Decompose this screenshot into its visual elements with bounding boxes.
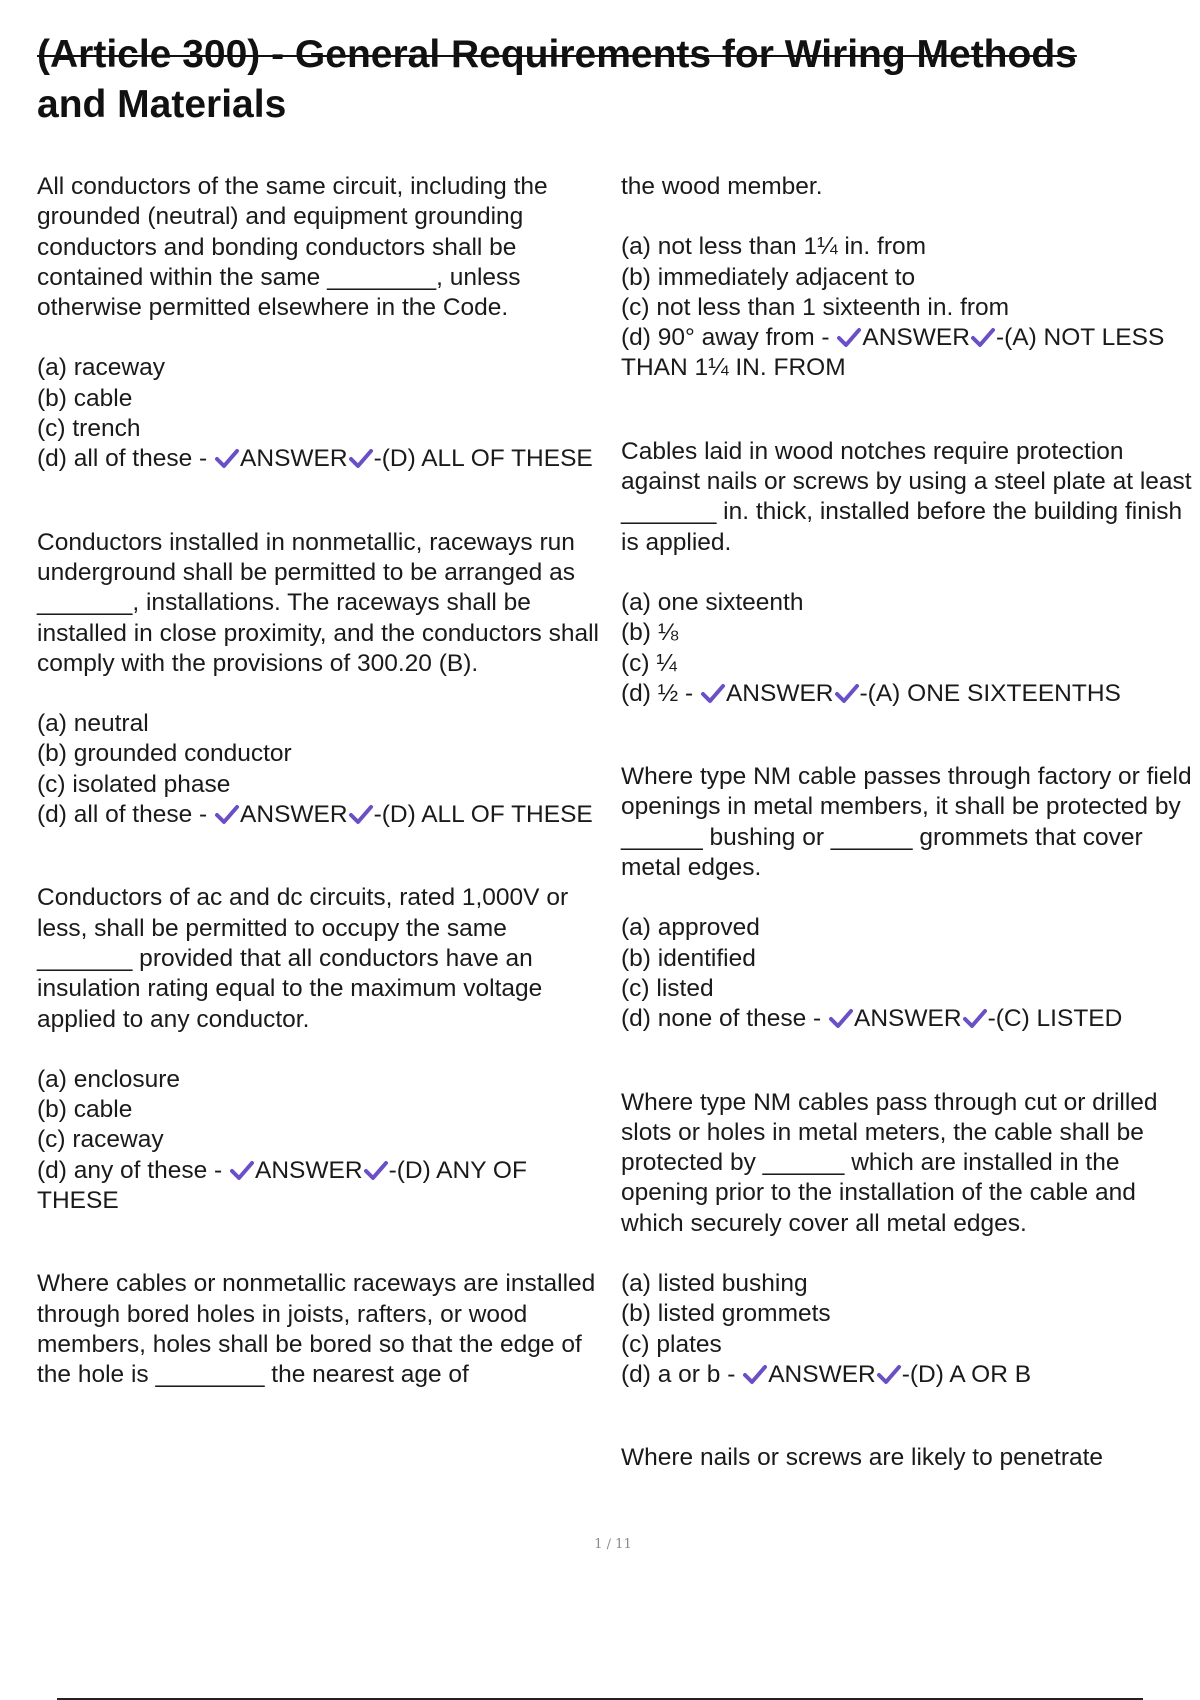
answer-text: -(D) ALL OF THESE bbox=[373, 801, 593, 829]
option: (a) approved bbox=[621, 914, 760, 942]
question-block bbox=[621, 1443, 1193, 1473]
question-text: Where cables or nonmetallic raceways are installed through bored holes in joists, rafters, or wood members, holes shall be bored so that the edge of the hole is ________ the nearest age of bbox=[37, 1270, 596, 1389]
title-line-1: (Article 300) - General Requirements for Wiring Methods bbox=[37, 33, 1077, 76]
option: (b) ⅛ bbox=[621, 619, 679, 647]
check-icon bbox=[970, 326, 996, 348]
check-icon bbox=[876, 1363, 902, 1385]
question-block bbox=[37, 172, 607, 475]
question-block bbox=[37, 1269, 607, 1390]
answer-line bbox=[621, 1360, 1193, 1390]
page-title bbox=[37, 30, 1177, 130]
options-list bbox=[621, 588, 1193, 709]
question-text: the wood member. bbox=[621, 173, 823, 200]
option: (b) cable bbox=[37, 1096, 133, 1124]
answer-label: ANSWER bbox=[725, 679, 834, 707]
option-d: (d) none of these - bbox=[621, 1005, 822, 1033]
answer-label: ANSWER bbox=[768, 1360, 876, 1388]
check-icon bbox=[836, 326, 862, 348]
check-icon bbox=[348, 803, 374, 825]
title-line-2: and Materials bbox=[37, 83, 287, 126]
option: (c) listed bbox=[621, 974, 714, 1002]
option: (a) raceway bbox=[37, 354, 165, 382]
question-text: Cables laid in wood notches require protection against nails or screws by using a steel plate at least _______ in. thick, installed before the building finish is applied. bbox=[621, 437, 1192, 556]
answer-text: -(A) NOT LESS THAN 1¼ IN. FROM bbox=[621, 324, 1165, 382]
question-text: Conductors installed in nonmetallic, raceways run underground shall be permitted to be arranged as _______, installations. The raceways shall be installed in close proximity, and the conductors shall comply with the provisions of 300.20 (B). bbox=[37, 528, 599, 677]
answer-label: ANSWER bbox=[240, 445, 348, 473]
option: (a) enclosure bbox=[37, 1065, 180, 1093]
option: (c) isolated phase bbox=[37, 770, 231, 798]
answer-text: -(C) LISTED bbox=[987, 1005, 1123, 1033]
check-icon bbox=[214, 803, 240, 825]
option: (c) ¼ bbox=[621, 649, 677, 677]
option: (b) identified bbox=[621, 944, 756, 972]
question-text: Where type NM cable passes through factory or field openings in metal members, it shall be protected by ______ bushing or ______ grommets that cover metal edges. bbox=[621, 763, 1192, 882]
options-list bbox=[37, 353, 607, 474]
option-d: (d) a or b - bbox=[621, 1360, 736, 1388]
option-d: (d) any of these - bbox=[37, 1156, 223, 1184]
answer-label: ANSWER bbox=[240, 801, 348, 829]
answer-line bbox=[37, 1156, 607, 1217]
check-icon bbox=[742, 1363, 768, 1385]
options-list bbox=[621, 232, 1193, 383]
check-icon bbox=[348, 447, 374, 469]
answer-label: ANSWER bbox=[854, 1005, 962, 1033]
option: (c) raceway bbox=[37, 1126, 164, 1154]
options-list bbox=[621, 913, 1193, 1034]
answer-line bbox=[621, 679, 1193, 709]
check-icon bbox=[363, 1159, 389, 1181]
question-block bbox=[621, 437, 1193, 709]
answer-line bbox=[621, 323, 1193, 384]
check-icon bbox=[834, 682, 860, 704]
option: (a) not less than 1¼ in. from bbox=[621, 233, 927, 261]
answer-line bbox=[37, 444, 607, 474]
option-d: (d) all of these - bbox=[37, 801, 208, 829]
option: (a) one sixteenth bbox=[621, 588, 804, 616]
options-list bbox=[621, 1269, 1193, 1390]
question-text: All conductors of the same circuit, including the grounded (neutral) and equipment grounding conductors and bonding conductors shall be contained within the same ________, unless otherwise permitted elsewhere in the Code. bbox=[37, 173, 548, 322]
question-text: Where type NM cables pass through cut or drilled slots or holes in metal meters, the cable shall be protected by ______ which are installed in the opening prior to the installation of the cable and which securely cover all metal edges. bbox=[621, 1088, 1158, 1237]
options-list bbox=[37, 709, 607, 830]
answer-label: ANSWER bbox=[862, 324, 970, 352]
option: (c) plates bbox=[621, 1330, 722, 1358]
question-block bbox=[621, 1088, 1193, 1391]
answer-label: ANSWER bbox=[255, 1156, 363, 1184]
option: (a) neutral bbox=[37, 710, 149, 738]
option: (b) grounded conductor bbox=[37, 740, 292, 768]
left-column bbox=[37, 172, 607, 1391]
option: (b) listed grommets bbox=[621, 1300, 831, 1328]
answer-text: -(D) ANY OF THESE bbox=[37, 1156, 527, 1215]
answer-text: -(D) A OR B bbox=[901, 1360, 1032, 1388]
options-list bbox=[37, 1065, 607, 1216]
option-d: (d) ½ - bbox=[621, 679, 694, 707]
option-d: (d) 90° away from - bbox=[621, 324, 830, 352]
question-block bbox=[621, 762, 1193, 1034]
option: (b) immediately adjacent to bbox=[621, 263, 916, 291]
option: (b) cable bbox=[37, 384, 133, 412]
question-block bbox=[621, 172, 1193, 384]
check-icon bbox=[214, 447, 240, 469]
check-icon bbox=[700, 682, 726, 704]
question-block bbox=[37, 883, 607, 1216]
check-icon bbox=[828, 1007, 854, 1029]
option: (c) trench bbox=[37, 415, 141, 443]
check-icon bbox=[962, 1007, 988, 1029]
right-column bbox=[621, 172, 1193, 1474]
answer-text: -(A) ONE SIXTEENTHS bbox=[859, 679, 1121, 707]
question-text: Where nails or screws are likely to penetrate bbox=[621, 1444, 1104, 1472]
option-d: (d) all of these - bbox=[37, 445, 208, 473]
question-block bbox=[37, 528, 607, 831]
answer-text: -(D) ALL OF THESE bbox=[373, 445, 593, 473]
page-number: 1 / 11 bbox=[594, 1537, 632, 1552]
question-text: Conductors of ac and dc circuits, rated 1,000V or less, shall be permitted to occupy the same _______ provided that all conductors have an insulation rating equal to the maximum voltage applied to any conductor. bbox=[37, 884, 569, 1033]
answer-line bbox=[37, 800, 607, 830]
option: (c) not less than 1 sixteenth in. from bbox=[621, 293, 1010, 321]
check-icon bbox=[229, 1159, 255, 1181]
option: (a) listed bushing bbox=[621, 1270, 808, 1298]
answer-line bbox=[621, 1004, 1193, 1034]
